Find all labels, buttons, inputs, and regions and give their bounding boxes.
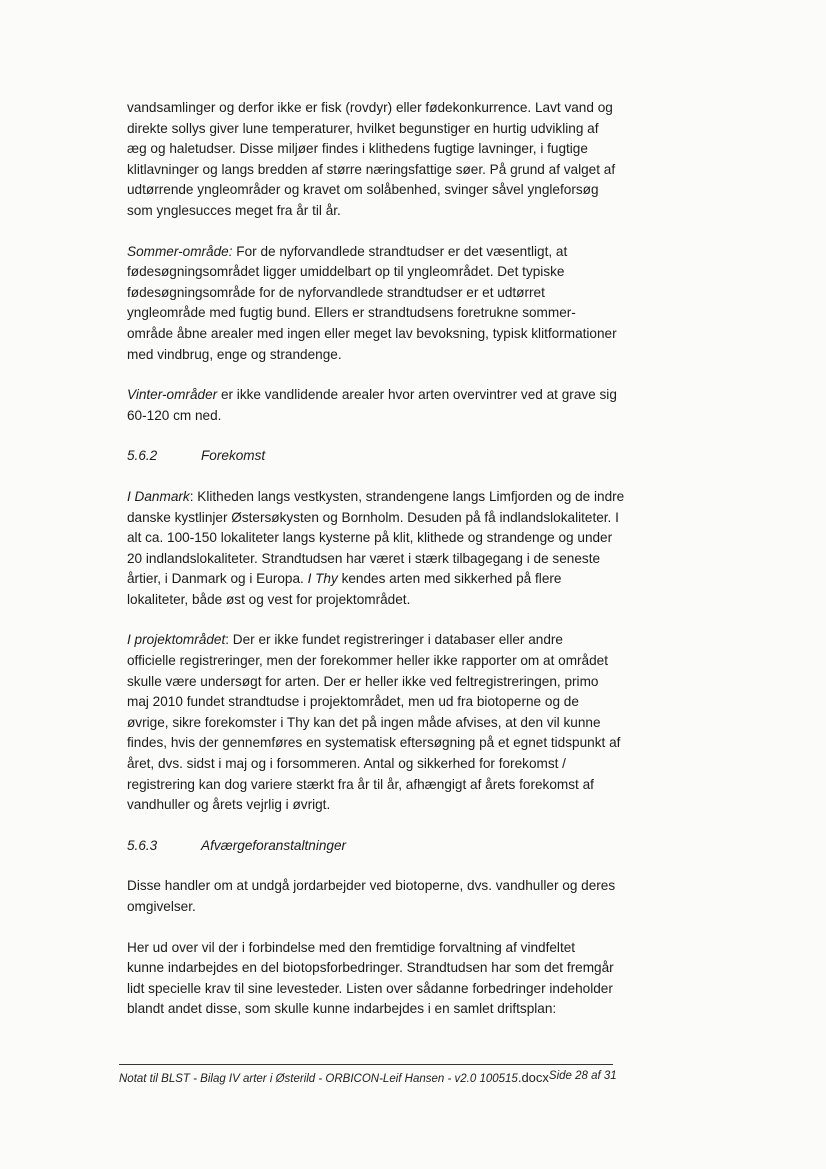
paragraph-winter-area: [127, 385, 619, 426]
text-line: område åbne arealer med ingen eller meget lav bevoksning, typisk klitformationer: [127, 325, 617, 341]
text-span: : Der er ikke fundet registreringer i databaser eller andre: [225, 632, 563, 648]
text-line: vandhuller og årets vejrlig i øvrigt.: [127, 797, 331, 813]
text-line: fødesøgningsområdet ligger umiddelbart op til yngleområdet. Det typiske: [127, 264, 565, 280]
text-line: udtørrende yngleområder og kravet om solåbenhed, svinger såvel yngleforsøg: [127, 182, 599, 198]
footer-title: Notat til BLST - Bilag IV arter i Østerild - ORBICON-Leif Hansen - v2.0 100515: [119, 1073, 518, 1085]
body-text: [127, 98, 625, 1040]
footer-page-number: Side 28 af 31: [548, 1070, 617, 1082]
project-area-label: I projektområdet: [127, 632, 226, 648]
text-line: fødesøgningsområde for de nyforvandlede strandtudser er et udtørret: [127, 284, 545, 300]
paragraph-habitat-breeding: [127, 98, 619, 222]
text-line: Disse handler om at undgå jordarbejder ved biotoperne, dvs. vandhuller og deres: [127, 878, 616, 894]
text-span: årtier, i Danmark og i Europa.: [127, 571, 308, 587]
text-line: lidt specielle krav til sine levesteder. Listen over sådanne forbedringer indeholder: [127, 980, 613, 996]
text-line: registrering kan dog variere stærkt fra år til år, afhængigt af årets forekomst af: [127, 776, 594, 792]
paragraph-summer-area: [127, 242, 619, 366]
text-line: som ynglesucces meget fra år til år.: [127, 202, 341, 218]
text-line: direkte sollys giver lune temperaturer, hvilket begunstiger en hurtig udvikling af: [127, 120, 599, 136]
text-line: Her ud over vil der i forbindelse med den fremtidige forvaltning af vindfeltet: [127, 939, 576, 955]
paragraph-denmark: [127, 487, 625, 611]
text-line: findes, hvis der gennemføres en systematisk eftersøgning på et egnet tidspunkt af: [127, 735, 621, 751]
text-line: alt ca. 100-150 lokaliteter langs kysterne på klit, klithede og strandenge og under: [127, 530, 613, 546]
text-line: [127, 385, 619, 406]
paragraph-project-area: [127, 630, 619, 815]
page-footer: [119, 1070, 617, 1085]
footer-document-info: [119, 1070, 549, 1085]
paragraph-mitigation-intro: [127, 876, 619, 917]
footer-file-extension: .docx: [517, 1070, 549, 1085]
footer-divider: [119, 1064, 613, 1065]
text-span: er ikke vandlidende arealer hvor arten overvintrer ved at grave sig: [217, 387, 617, 403]
text-span: kendes arten med sikkerhed på flere: [337, 571, 562, 587]
section-heading-mitigation: [127, 836, 619, 857]
text-line: danske kystlinjer Østersøkysten og Bornholm. Desuden på få indlandslokaliteter. I: [127, 509, 619, 525]
text-line: 20 indlandslokaliteter. Strandtudsen har været i stærk tilbagegang i de seneste: [127, 550, 601, 566]
section-number: 5.6.3: [127, 837, 158, 853]
text-span: For de nyforvandlede strandtudser er det væsentligt, at: [232, 243, 568, 259]
text-line: kunne indarbejdes en del biotopsforbedringer. Strandtudsen har som det fremgår: [127, 960, 614, 976]
paragraph-biotope-improvements: [127, 938, 619, 1020]
text-line: klitlavninger og langs bredden af større næringsfattige søer. På grund af valget af: [127, 161, 616, 177]
text-line: øvrige, sikre forekomster i Thy kan det på ingen måde afvises, at den vil kunne: [127, 714, 601, 730]
text-line: vandsamlinger og derfor ikke er fisk (rovdyr) eller fødekonkurrence. Lavt vand og: [127, 100, 613, 115]
section-heading-forekomst: [127, 446, 619, 467]
text-line: lokaliteter, både øst og vest for projektområdet.: [127, 591, 411, 607]
text-span: : Klitheden langs vestkysten, strandengene langs Limfjorden og de indre: [189, 488, 625, 504]
text-line: med vindbrug, enge og strandenge.: [127, 346, 342, 362]
section-title: Afværgeforanstaltninger: [201, 837, 347, 853]
text-line: [127, 630, 619, 651]
thy-label: I Thy: [307, 571, 338, 587]
text-line: [127, 242, 619, 263]
text-line: yngleområde med fugtig bund. Ellers er strandtudsens foretrukne sommer-: [127, 305, 576, 321]
winter-area-label: Vinter-områder: [127, 387, 218, 403]
text-line: skulle være undersøgt for arten. Der er heller ikke ved feltregistreringen, primo: [127, 673, 599, 689]
text-line: maj 2010 fundet strandtudse i projektområdet, men ud fra biotoperne og de: [127, 694, 579, 710]
text-line: officielle registreringer, men der forekommer heller ikke rapporter om at området: [127, 653, 609, 669]
text-line: året, dvs. sidst i maj og i forsommeren. Antal og sikkerhed for forekomst /: [127, 756, 566, 772]
text-line: blandt andet disse, som skulle kunne indarbejdes i en samlet driftsplan:: [127, 1001, 557, 1017]
text-line: [127, 487, 625, 508]
text-line: [127, 569, 619, 590]
section-title: Forekomst: [201, 448, 266, 464]
summer-area-label: Sommer-område:: [127, 243, 233, 259]
text-line: 60-120 cm ned.: [127, 407, 222, 423]
text-line: æg og haletudser. Disse miljøer findes i klithedens fugtige lavninger, i fugtige: [127, 141, 588, 157]
denmark-label: I Danmark: [127, 488, 190, 504]
text-line: omgivelser.: [127, 899, 196, 914]
section-number: 5.6.2: [127, 448, 158, 464]
